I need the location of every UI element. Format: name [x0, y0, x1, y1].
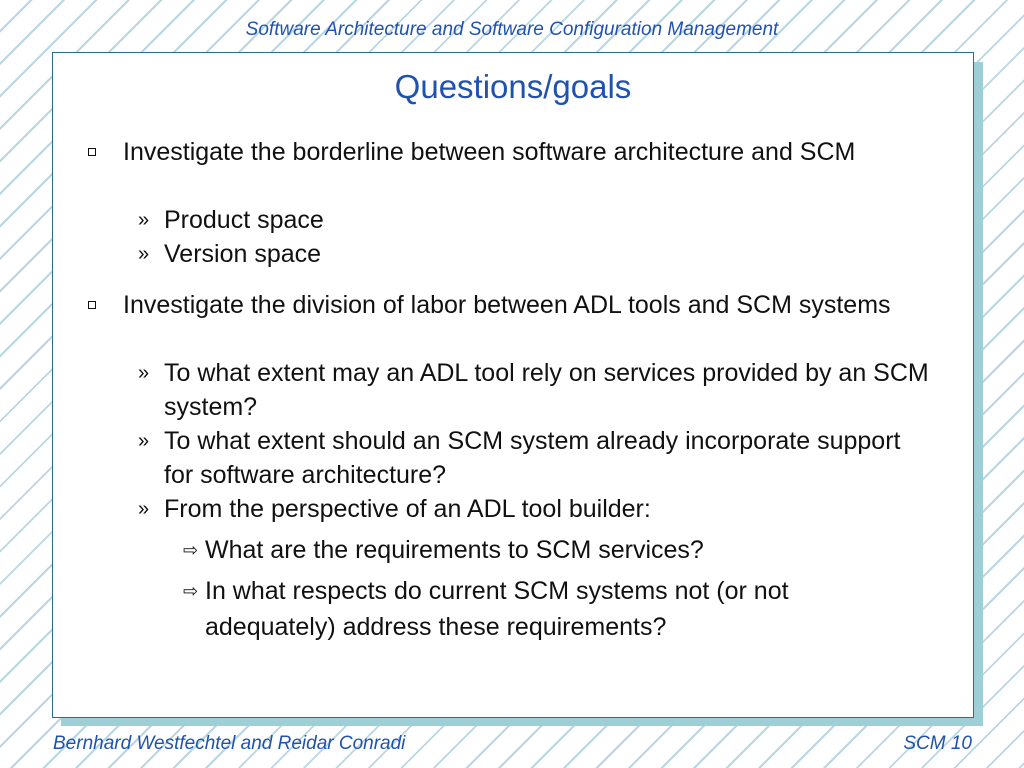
bullet-text: Investigate the borderline between software architecture and SCM [123, 138, 856, 166]
sub-bullet-text: Product space [164, 206, 324, 234]
raquo-bullet-icon: » [138, 498, 150, 520]
sub-sub-bullet-item [183, 532, 925, 568]
slide-panel [52, 52, 974, 718]
arrow-bullet-icon: ⇨ [183, 540, 199, 560]
sub-sub-bullet-text: In what respects do current SCM systems not (or not adequately) address these requirements? [205, 577, 789, 641]
sub-sub-bullet-item [183, 573, 925, 645]
sub-bullet-item [138, 356, 934, 424]
sub-bullet-item [138, 492, 934, 526]
slide-title: Questions/goals [394, 68, 632, 105]
footer-page-number: SCM 10 [903, 733, 972, 754]
square-bullet-icon [88, 148, 96, 156]
raquo-bullet-icon: » [138, 430, 150, 452]
raquo-bullet-icon: » [138, 243, 150, 265]
slide-header: Software Architecture and Software Configuration Management [245, 19, 779, 40]
footer-authors: Bernhard Westfechtel and Reidar Conradi [53, 733, 406, 754]
sub-sub-bullet-text: What are the requirements to SCM services? [205, 536, 704, 564]
square-bullet-icon [88, 301, 96, 309]
bullet-item [123, 135, 943, 169]
sub-bullet-text: To what extent may an ADL tool rely on services provided by an SCM system? [164, 359, 929, 421]
bullet-item [123, 288, 943, 322]
raquo-bullet-icon: » [138, 362, 150, 384]
sub-bullet-text: To what extent should an SCM system already incorporate support for software architecture? [164, 427, 901, 489]
sub-bullet-item [138, 203, 934, 237]
bullet-text: Investigate the division of labor between ADL tools and SCM systems [123, 291, 891, 319]
sub-bullet-item [138, 424, 934, 492]
slide-content [53, 53, 973, 717]
arrow-bullet-icon: ⇨ [183, 581, 199, 601]
sub-bullet-item [138, 237, 934, 271]
sub-bullet-text: Version space [164, 240, 322, 268]
sub-bullet-text: From the perspective of an ADL tool builder: [164, 495, 651, 523]
raquo-bullet-icon: » [138, 209, 150, 231]
